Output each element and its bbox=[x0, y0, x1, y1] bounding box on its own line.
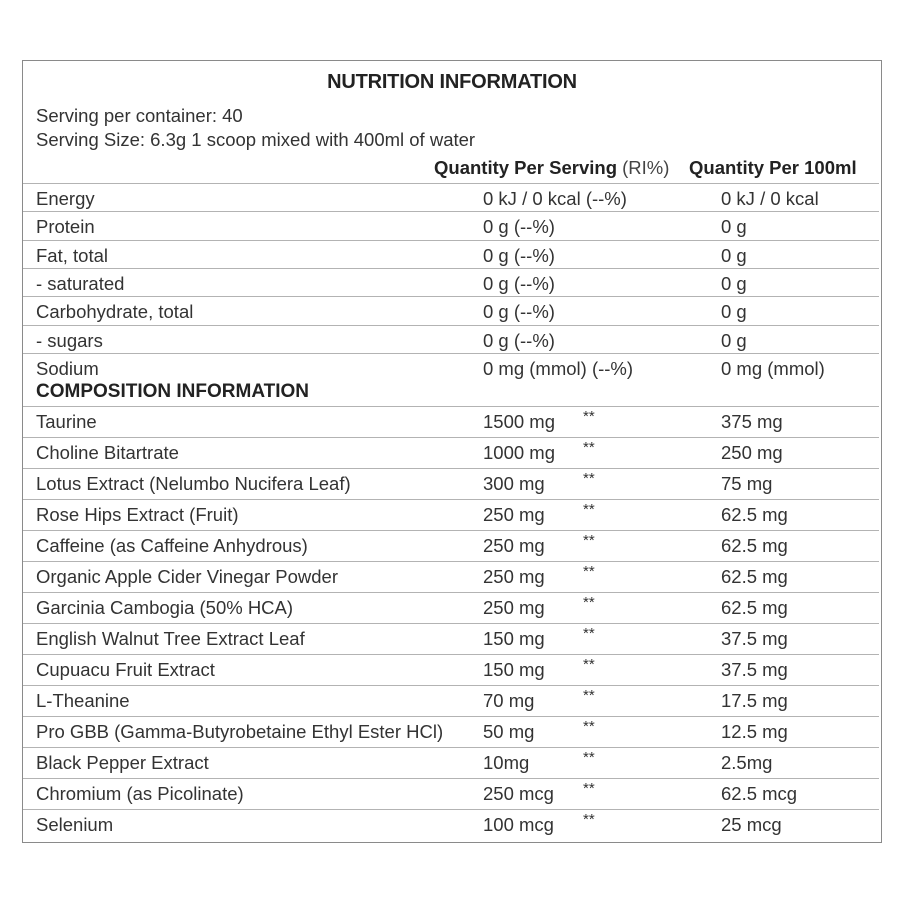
header-per-serving bbox=[434, 157, 669, 179]
nutrient-name: Energy bbox=[36, 188, 95, 209]
nutrient-name: Fat, total bbox=[36, 244, 108, 266]
ingredient-per-100ml: 75 mg bbox=[721, 473, 773, 494]
ingredient-per-serving: 250 mg bbox=[483, 504, 545, 525]
serving-size: Serving Size: 6.3g 1 scoop mixed with 400ml of water bbox=[36, 129, 476, 150]
ingredient-per-serving: 1500 mg bbox=[483, 411, 555, 432]
table-row bbox=[23, 240, 879, 269]
ingredient-per-100ml: 62.5 mg bbox=[721, 566, 788, 587]
table-row bbox=[23, 778, 879, 810]
ingredient-per-100ml: 37.5 mg bbox=[721, 628, 788, 649]
nutrient-per-100ml: 0 g bbox=[721, 244, 747, 266]
nutrient-per-serving: 0 g (--%) bbox=[483, 329, 555, 351]
table-row bbox=[23, 747, 879, 779]
ingredient-ri: ** bbox=[583, 532, 595, 549]
nutrient-per-serving: 0 mg (mmol) (--%) bbox=[483, 357, 634, 379]
nutrient-per-serving: 0 g (--%) bbox=[483, 301, 555, 323]
serving-per-container: Serving per container: 40 bbox=[36, 105, 243, 126]
ingredient-per-serving: 70 mg bbox=[483, 690, 535, 711]
ingredient-ri: ** bbox=[583, 749, 595, 766]
nutrient-per-serving: 0 g (--%) bbox=[483, 272, 555, 294]
ingredient-per-100ml: 62.5 mg bbox=[721, 535, 788, 556]
ingredient-per-serving: 1000 mg bbox=[483, 442, 555, 463]
ingredient-per-serving: 10mg bbox=[483, 752, 530, 773]
ingredient-per-100ml: 62.5 mcg bbox=[721, 783, 798, 804]
ingredient-name: Chromium (as Picolinate) bbox=[36, 783, 244, 804]
table-row bbox=[23, 211, 879, 240]
ingredient-per-100ml: 17.5 mg bbox=[721, 690, 788, 711]
nutrient-per-serving: 0 g (--%) bbox=[483, 244, 555, 266]
table-row bbox=[23, 592, 879, 624]
nutrition-panel bbox=[22, 60, 882, 843]
ingredient-name: Taurine bbox=[36, 411, 97, 432]
ingredient-per-100ml: 62.5 mg bbox=[721, 597, 788, 618]
ingredient-ri: ** bbox=[583, 439, 595, 456]
ingredient-name: Lotus Extract (Nelumbo Nucifera Leaf) bbox=[36, 473, 351, 494]
nutrient-per-serving: 0 kJ / 0 kcal (--%) bbox=[483, 188, 627, 209]
ingredient-per-100ml: 375 mg bbox=[721, 411, 783, 432]
nutrient-per-100ml: 0 g bbox=[721, 301, 747, 323]
ingredient-per-serving: 250 mg bbox=[483, 597, 545, 618]
header-per-serving-label: Quantity Per Serving bbox=[434, 157, 617, 178]
ingredient-ri: ** bbox=[583, 408, 595, 425]
ingredient-name: English Walnut Tree Extract Leaf bbox=[36, 628, 305, 649]
ingredient-name: Caffeine (as Caffeine Anhydrous) bbox=[36, 535, 308, 556]
table-row bbox=[23, 654, 879, 686]
header-ri-label: (RI%) bbox=[622, 157, 670, 178]
nutrient-name: - sugars bbox=[36, 329, 103, 351]
nutrient-per-serving: 0 g (--%) bbox=[483, 216, 555, 238]
table-row bbox=[23, 296, 879, 325]
ingredient-name: Garcinia Cambogia (50% HCA) bbox=[36, 597, 294, 618]
ingredient-ri: ** bbox=[583, 625, 595, 642]
composition-title: COMPOSITION INFORMATION bbox=[36, 381, 310, 402]
ingredient-name: Choline Bitartrate bbox=[36, 442, 179, 463]
table-row bbox=[23, 268, 879, 297]
ingredient-per-100ml: 12.5 mg bbox=[721, 721, 788, 742]
ingredient-ri: ** bbox=[583, 470, 595, 487]
ingredient-per-100ml: 250 mg bbox=[721, 442, 783, 463]
ingredient-name: Cupuacu Fruit Extract bbox=[36, 659, 215, 680]
nutrient-name: - saturated bbox=[36, 272, 125, 294]
ingredient-name: Rose Hips Extract (Fruit) bbox=[36, 504, 239, 525]
table-row bbox=[23, 468, 879, 500]
nutrient-per-100ml: 0 g bbox=[721, 272, 747, 294]
ingredient-per-serving: 50 mg bbox=[483, 721, 535, 742]
ingredient-ri: ** bbox=[583, 811, 595, 828]
ingredient-per-100ml: 2.5mg bbox=[721, 752, 773, 773]
nutrient-per-100ml: 0 g bbox=[721, 216, 747, 238]
table-row bbox=[23, 437, 879, 469]
table-row bbox=[23, 716, 879, 748]
ingredient-per-serving: 100 mcg bbox=[483, 814, 554, 835]
ingredient-per-serving: 250 mcg bbox=[483, 783, 554, 804]
ingredient-per-100ml: 25 mcg bbox=[721, 814, 782, 835]
table-row bbox=[23, 809, 879, 841]
ingredient-per-serving: 300 mg bbox=[483, 473, 545, 494]
ingredient-ri: ** bbox=[583, 687, 595, 704]
header-per-100ml: Quantity Per 100ml bbox=[689, 157, 857, 178]
ingredient-ri: ** bbox=[583, 501, 595, 518]
table-row bbox=[23, 325, 879, 354]
ingredient-name: Black Pepper Extract bbox=[36, 752, 209, 773]
ingredient-ri: ** bbox=[583, 563, 595, 580]
table-row bbox=[23, 685, 879, 717]
nutrient-name: Sodium bbox=[36, 357, 99, 379]
nutrient-name: Carbohydrate, total bbox=[36, 301, 194, 323]
table-row bbox=[23, 353, 879, 382]
ingredient-per-serving: 250 mg bbox=[483, 566, 545, 587]
ingredient-name: Selenium bbox=[36, 814, 114, 835]
ingredient-name: Pro GBB (Gamma-Butyrobetaine Ethyl Ester HCl) bbox=[36, 721, 444, 742]
page-title: NUTRITION INFORMATION bbox=[327, 71, 577, 93]
ingredient-per-serving: 150 mg bbox=[483, 628, 545, 649]
ingredient-ri: ** bbox=[583, 780, 595, 797]
ingredient-per-serving: 150 mg bbox=[483, 659, 545, 680]
ingredient-per-100ml: 62.5 mg bbox=[721, 504, 788, 525]
ingredient-ri: ** bbox=[583, 656, 595, 673]
ingredient-ri: ** bbox=[583, 594, 595, 611]
nutrient-per-100ml: 0 g bbox=[721, 329, 747, 351]
table-row bbox=[23, 530, 879, 562]
nutrient-per-100ml: 0 mg (mmol) bbox=[721, 357, 825, 379]
ingredient-per-100ml: 37.5 mg bbox=[721, 659, 788, 680]
ingredient-name: L-Theanine bbox=[36, 690, 130, 711]
table-row bbox=[23, 183, 879, 212]
nutrient-name: Protein bbox=[36, 216, 95, 238]
ingredient-per-serving: 250 mg bbox=[483, 535, 545, 556]
ingredient-name: Organic Apple Cider Vinegar Powder bbox=[36, 566, 338, 587]
ingredient-ri: ** bbox=[583, 718, 595, 735]
table-row bbox=[23, 406, 879, 438]
table-row bbox=[23, 499, 879, 531]
table-row bbox=[23, 623, 879, 655]
nutrient-per-100ml: 0 kJ / 0 kcal bbox=[721, 188, 819, 209]
table-row bbox=[23, 561, 879, 593]
